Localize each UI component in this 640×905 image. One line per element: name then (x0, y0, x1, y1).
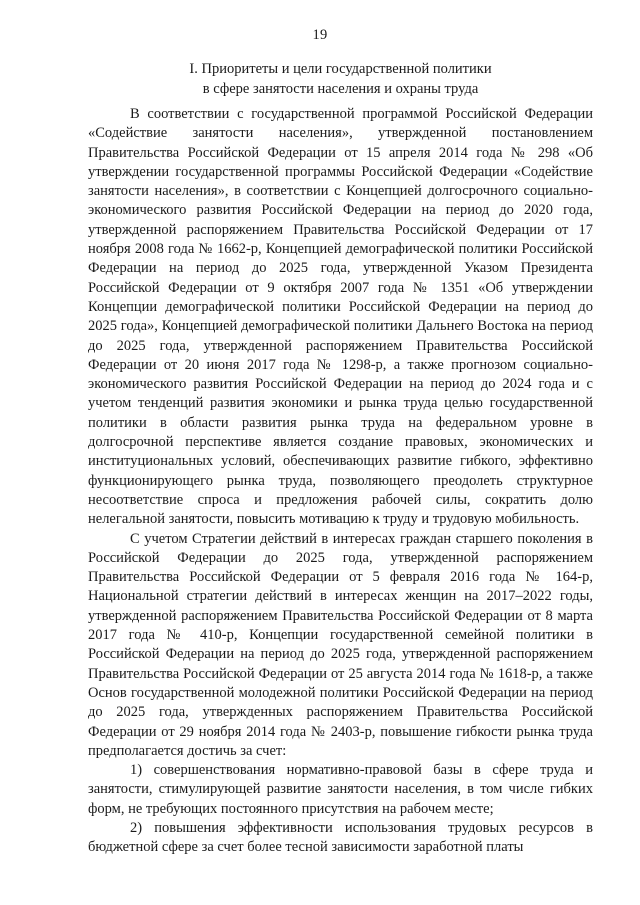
document-body (88, 105, 593, 858)
section-heading-line-2: в сфере занятости населения и охраны труда (202, 81, 479, 97)
page-number: 19 (312, 27, 328, 43)
paragraph: С учетом Стратегии действий в интересах граждан старшего поколения в Российской Федерации до 2025 года, утвержденной распоряжением Правительства Российской Федерации от 5 февраля 2016 года № 164-р, Национальной стратегии действий в интересах женщин на 2017–2022 годы, утвержденной распоряжением Правительства Российской Федерации от 8 марта 2017 года № 410-р, Концепции государственной семейной политики в Российской Федерации на период до 2025 года, утвержденной распоряжением Правительства Российской Федерации от 25 августа 2014 года № 1618-р, а также Основ государственной молодежной политики Российской Федерации на период до 2025 года, утвержденных распоряжением Правительства Российской Федерации от 29 ноября 2014 года № 2403-р, повышение гибкости рынка труда предполагается достичь за счет: (88, 530, 593, 759)
list-item-1: 1) совершенствования нормативно-правовой базы в сфере труда и занятости, стимулирующей развитие занятости населения, в том числе гибких форм, не требующих постоянного присутствия на рабочем месте; (88, 762, 593, 817)
paragraph: В соответствии с государственной программой Российской Федерации «Содействие занятости населения», утвержденной постановлением Правительства Российской Федерации от 15 апреля 2014 года № 298 «Об утверждении государственной программы Российской Федерации «Содействие занятости населения», в соответствии с Концепцией долгосрочного социально-экономического развития Российской Федерации на период до 2020 года, утвержденной распоряжением Правительства Российской Федерации от 17 ноября 2008 года № 1662-р, Концепцией демографической политики Российской Федерации на период до 2025 года, утвержденной Указом Президента Российской Федерации от 9 октября 2007 года № 1351 «Об утверждении Концепции демографической политики Российской Федерации на период до 2025 года», Концепцией демографической политики Дальнего Востока на период до 2025 года, утвержденной распоряжением Правительства Российской Федерации от 20 июня 2017 года № 1298-р, а также прогнозом социально-экономического развития Российской Федерации на период до 2024 года и с учетом тенденций развития экономики и рынка труда целью государственной политики в области развития рынка труда на федеральном уровне в долгосрочной перспективе является создание правовых, экономических и институциональных условий, обеспечивающих развитие гибкого, эффективно функционирующего рынка труда, позволяющего преодолеть структурное несоответствие спроса и предложения рабочей силы, сократить долю нелегальной занятости, повысить мотивацию к труду и трудовую мобильность. (88, 106, 593, 528)
section-heading (88, 59, 593, 99)
section-heading-line-1: I. Приоритеты и цели государственной политики (189, 61, 492, 77)
list-item-2: 2) повышения эффективности использования трудовых ресурсов в бюджетной сфере за счет более тесной зависимости заработной платы (88, 819, 593, 856)
